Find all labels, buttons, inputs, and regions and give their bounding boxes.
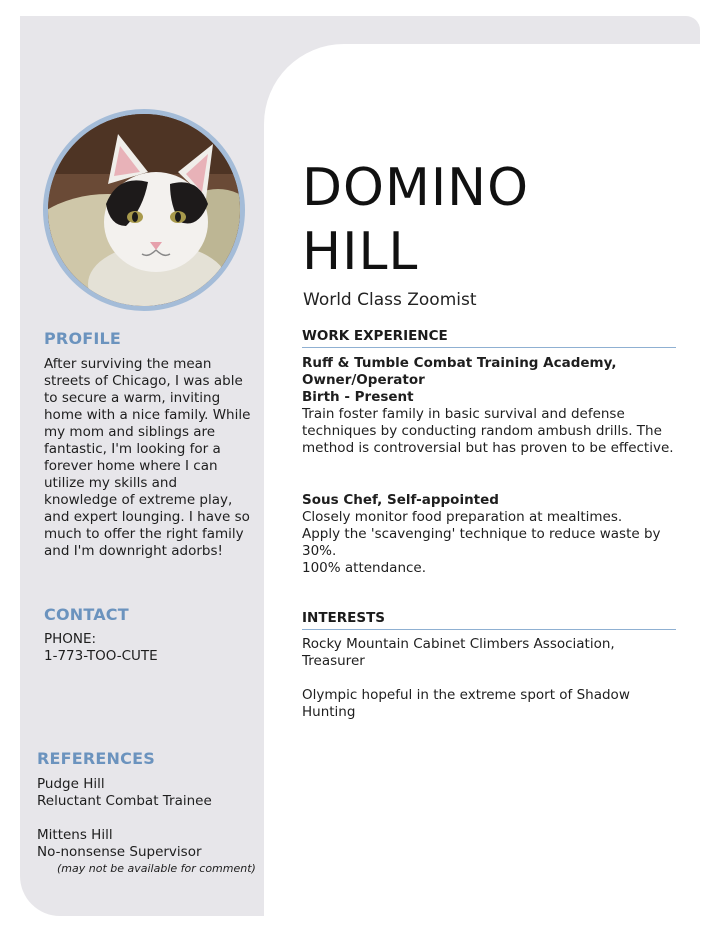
job-dates: Birth - Present: [302, 389, 414, 405]
candidate-name: [302, 156, 702, 284]
reference-role: No-nonsense Supervisor: [37, 844, 202, 860]
job-title-line: Ruff & Tumble Combat Training Academy, Owner/Operator: [302, 355, 617, 388]
reference-name: Pudge Hill: [37, 776, 105, 792]
job-description: Train foster family in basic survival and defense techniques by conducting random ambush drills. The method is controversial but has proven to be effective.: [302, 406, 674, 456]
interest-item: Rocky Mountain Cabinet Climbers Association, Treasurer: [302, 636, 615, 669]
contact-heading: CONTACT: [44, 605, 129, 624]
references-heading: REFERENCES: [37, 749, 155, 768]
interests-heading: INTERESTS: [302, 610, 676, 630]
work-experience-heading: WORK EXPERIENCE: [302, 328, 676, 348]
phone-label: PHONE:: [44, 631, 97, 647]
reference-note: (may not be available for comment): [57, 862, 256, 875]
job-entry: [302, 492, 678, 577]
name-line-first: DOMINO: [302, 158, 529, 218]
contact-details: [44, 631, 244, 665]
profile-body: After surviving the mean streets of Chicago, I was able to secure a warm, inviting home with a nice family. While my mom and siblings are fantastic, I'm looking for a forever home where I can utilize my skills and knowledge of extreme play, and expert lounging. I have so much to offer the right family and I'm downright adorbs!: [44, 356, 251, 559]
interest-item: Olympic hopeful in the extreme sport of Shadow Hunting: [302, 687, 630, 720]
reference-role: Reluctant Combat Trainee: [37, 793, 212, 809]
reference-item: [37, 776, 267, 810]
job-duty: 100% attendance.: [302, 560, 427, 576]
job-entry: [302, 355, 678, 457]
job-duty: Closely monitor food preparation at mealtimes.: [302, 509, 623, 525]
name-line-last: HILL: [302, 222, 419, 282]
profile-heading: PROFILE: [44, 329, 122, 348]
reference-item: [37, 827, 267, 876]
phone-number: 1-773-TOO-CUTE: [44, 648, 158, 664]
job-title-line: Sous Chef, Self-appointed: [302, 492, 499, 508]
profile-photo: [43, 109, 245, 311]
reference-name: Mittens Hill: [37, 827, 113, 843]
job-title: World Class Zoomist: [303, 290, 477, 310]
job-duty: Apply the 'scavenging' technique to reduce waste by 30%.: [302, 526, 661, 559]
cat-photo-illustration: [48, 114, 240, 306]
